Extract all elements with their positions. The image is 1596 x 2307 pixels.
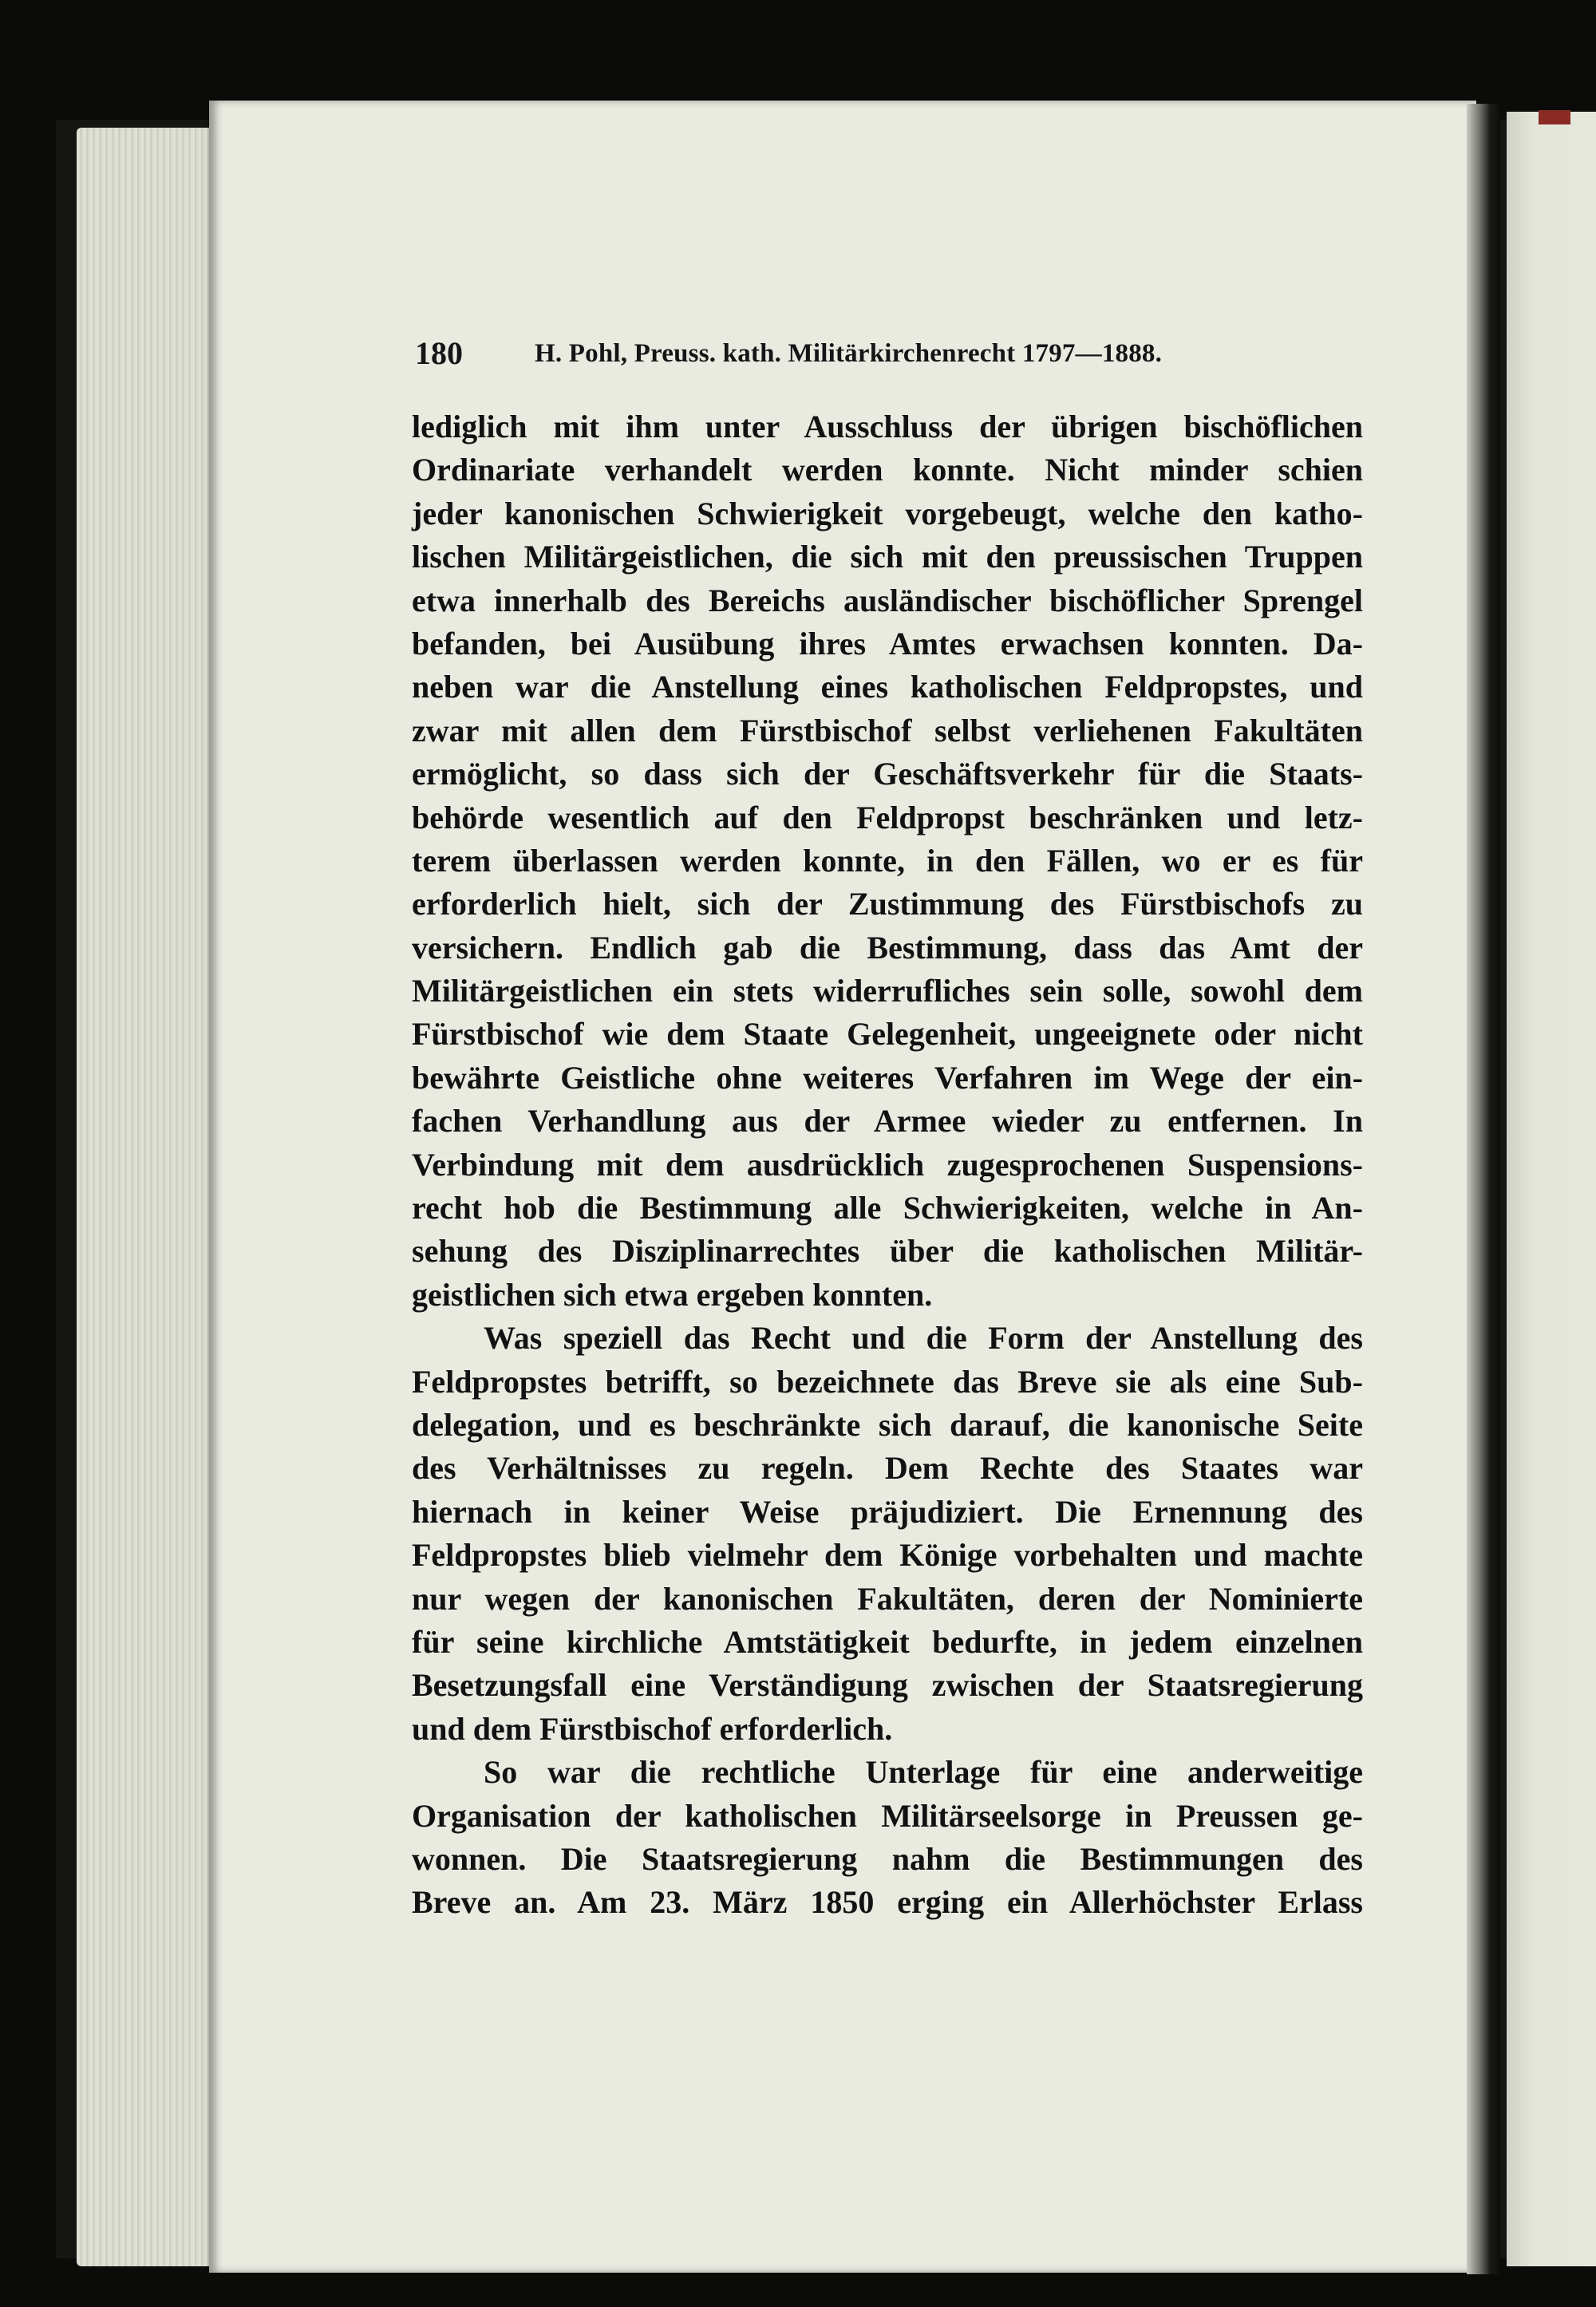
text-line: Ordinariate verhandelt werden konnte. Nicht minder schien (412, 452, 1363, 488)
text-line: Fürstbischof wie dem Staate Gelegenheit, ungeeignete oder nicht (412, 1016, 1363, 1053)
text-line: lischen Militärgeistlichen, die sich mit den preussischen Truppen (412, 539, 1363, 575)
running-header (415, 334, 1373, 373)
text-line: erforderlich hielt, sich der Zustimmung des Fürstbischofs zu (412, 886, 1363, 922)
text-line: delegation, und es beschränkte sich darauf, die kanonische Seite (412, 1406, 1363, 1443)
text-line: Organisation der katholischen Militärseelsorge in Preussen ge- (412, 1797, 1363, 1834)
body-text (412, 405, 1363, 1925)
text-line: versichern. Endlich gab die Bestimmung, dass das Amt der (412, 929, 1363, 966)
text-line: fachen Verhandlung aus der Armee wieder zu entfernen. In (412, 1103, 1363, 1140)
text-line: zwar mit allen dem Fürstbischof selbst verliehenen Fakultäten (412, 712, 1363, 749)
text-line: jeder kanonischen Schwierigkeit vorgebeugt, welche den katho- (412, 495, 1363, 531)
text-line: Feldpropstes blieb vielmehr dem Könige vorbehalten und machte (412, 1537, 1363, 1574)
text-line: Breve an. Am 23. März 1850 erging ein Allerhöchster Erlass (412, 1884, 1363, 1921)
text-line: befanden, bei Ausübung ihres Amtes erwachsen konnten. Da- (412, 625, 1363, 662)
text-line: ermöglicht, so dass sich der Geschäftsverkehr für die Staats- (412, 756, 1363, 792)
text-line: Was speziell das Recht und die Form der Anstellung des (484, 1320, 1363, 1357)
text-line: etwa innerhalb des Bereichs ausländischer bischöflicher Sprengel (412, 582, 1363, 618)
text-line: So war die rechtliche Unterlage für eine anderweitige (484, 1754, 1363, 1791)
next-page (1507, 112, 1596, 2266)
text-line: und dem Fürstbischof erforderlich. (412, 1710, 893, 1747)
text-line: für seine kirchliche Amtstätigkeit bedurfte, in jedem einzelnen (412, 1623, 1363, 1660)
text-line: recht hob die Bestimmung alle Schwierigkeiten, welche in An- (412, 1190, 1363, 1227)
paragraph (412, 405, 1363, 1317)
page-gutter (1467, 104, 1500, 2274)
text-line: Verbindung mit dem ausdrücklich zugesprochenen Suspensions- (412, 1146, 1363, 1183)
text-line: Besetzungsfall eine Verständigung zwischen der Staatsregierung (412, 1667, 1363, 1704)
page-number: 180 (415, 335, 463, 371)
text-line: hiernach in keiner Weise präjudiziert. Die Ernennung des (412, 1493, 1363, 1530)
page-edges (77, 128, 220, 2266)
text-line: lediglich mit ihm unter Ausschluss der übrigen bischöflichen (412, 409, 1363, 444)
paragraph (412, 1751, 1363, 1925)
text-line: des Verhältnisses zu regeln. Dem Rechte des Staates war (412, 1450, 1363, 1487)
text-line: wonnen. Die Staatsregierung nahm die Bestimmungen des (412, 1840, 1363, 1877)
bookmark-ribbon (1539, 110, 1570, 124)
text-line: terem überlassen werden konnte, in den Fällen, wo er es für (412, 842, 1363, 879)
paragraph (412, 1317, 1363, 1751)
text-line: Militärgeistlichen ein stets widerrufliches sein solle, sowohl dem (412, 973, 1363, 1009)
text-line: behörde wesentlich auf den Feldpropst beschränken und letz- (412, 799, 1363, 835)
text-line: bewährte Geistliche ohne weiteres Verfahren im Wege der ein- (412, 1059, 1363, 1096)
text-line: nur wegen der kanonischen Fakultäten, deren der Nominierte (412, 1580, 1363, 1617)
text-line: Feldpropstes betrifft, so bezeichnete das Breve sie als eine Sub- (412, 1363, 1363, 1400)
text-line: neben war die Anstellung eines katholischen Feldpropstes, und (412, 669, 1363, 705)
text-line: geistlichen sich etwa ergeben konnten. (412, 1276, 933, 1313)
text-line: sehung des Disziplinarrechtes über die katholischen Militär- (412, 1233, 1363, 1270)
running-title: H. Pohl, Preuss. kath. Militärkirchenrecht 1797—1888. (535, 339, 1163, 368)
